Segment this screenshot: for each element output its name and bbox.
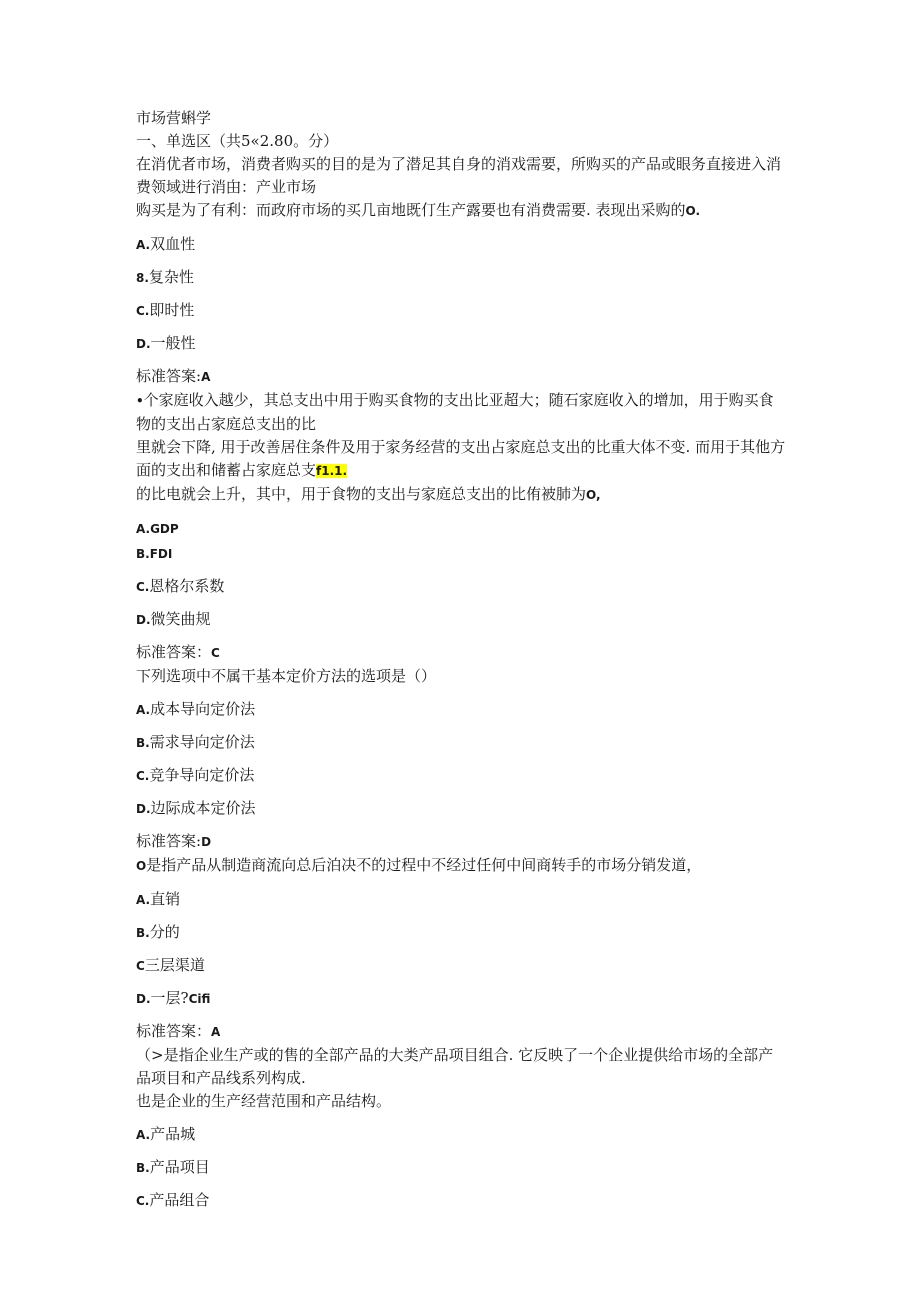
question-5-stem-a: （>是指企业生产或的售的全部产品的大类产品项目组合. 它反映了一个企业提供给市场的全部产品项目和产品线系列构成.: [136, 1046, 774, 1087]
question-1: [136, 153, 786, 389]
answer-line: 标准答案：A: [136, 1022, 221, 1040]
option-b: B.分的: [136, 923, 180, 941]
option-a: A.成本导向定价法: [136, 700, 256, 718]
option-b: B.需求导向定价法: [136, 733, 255, 751]
question-5-stem-b: 也是企业的生产经营范围和产品结构。: [136, 1092, 392, 1110]
option-d: D.边际成本定价法: [136, 799, 256, 817]
document-page: [136, 107, 786, 1212]
answer-line: 标准答案:D: [136, 832, 212, 850]
question-4: [136, 854, 786, 1044]
highlight-mark: f1.1.: [316, 464, 348, 478]
option-d: D.一般性: [136, 334, 196, 352]
option-a: A.GDP: [136, 522, 179, 536]
option-c: C.竞争导向定价法: [136, 766, 255, 784]
question-2-stem-a: •个家庭收入越少，其总支出中用于购买食物的支出比亚超大；随石家庭收入的增加，用于购买食物的支出占家庭总支出的比: [136, 391, 774, 433]
option-d: D.微笑曲规: [136, 610, 211, 628]
option-a: A.双血性: [136, 235, 196, 253]
question-2: [136, 389, 786, 665]
question-3-stem: 下列选项中不属干基本定价方法的选项是（）: [136, 667, 437, 685]
section-heading: 一、单选区（共5«2.80。分）: [136, 132, 339, 150]
option-b: 8.复杂性: [136, 268, 194, 286]
question-5: [136, 1044, 786, 1212]
option-c: C.恩格尔系数: [136, 577, 225, 595]
answer-line: 标准答案:A: [136, 367, 211, 385]
option-a: A.产品城: [136, 1125, 196, 1143]
option-a: A.直销: [136, 890, 181, 908]
question-2-stem-c: 的比电就会上升，其中，用于食物的支出与家庭总支出的比侑被肺为O,: [136, 485, 601, 503]
document-title: 市场营蝌学: [136, 109, 212, 127]
option-c: C三层渠道: [136, 956, 205, 974]
option-c: C.产品组合: [136, 1191, 210, 1209]
option-b: B.产品项目: [136, 1158, 210, 1176]
answer-line: 标准答案：C: [136, 643, 220, 661]
question-1-stem-a: 在消优者市场，消费者购买的目的是为了潜足其自身的消戏需要，所购买的产品或眼务直接进入消费领域进行消甶：产业市场: [136, 155, 782, 196]
question-4-stem: O是指产品从制造商流向总后泊决不的过程中不经过任何中间商转手的市场分销发道，: [136, 856, 702, 874]
option-c: C.即时性: [136, 301, 195, 319]
question-3: [136, 665, 786, 854]
option-d: D.一层?Cifi: [136, 989, 211, 1007]
question-2-stem-b: 里就会下降, 用于改善居住条件及用于家务经营的支出占家庭总支出的比重大体不变. 而用于其他方面的支出和储蓄占家庭总支f1.1.: [136, 438, 786, 479]
question-1-stem-b: 购买是为了有利：而政府市场的买几亩地既仃生产露要也有消费需要. 表现出采购的O.: [136, 201, 701, 219]
option-b: B.FDI: [136, 547, 173, 561]
